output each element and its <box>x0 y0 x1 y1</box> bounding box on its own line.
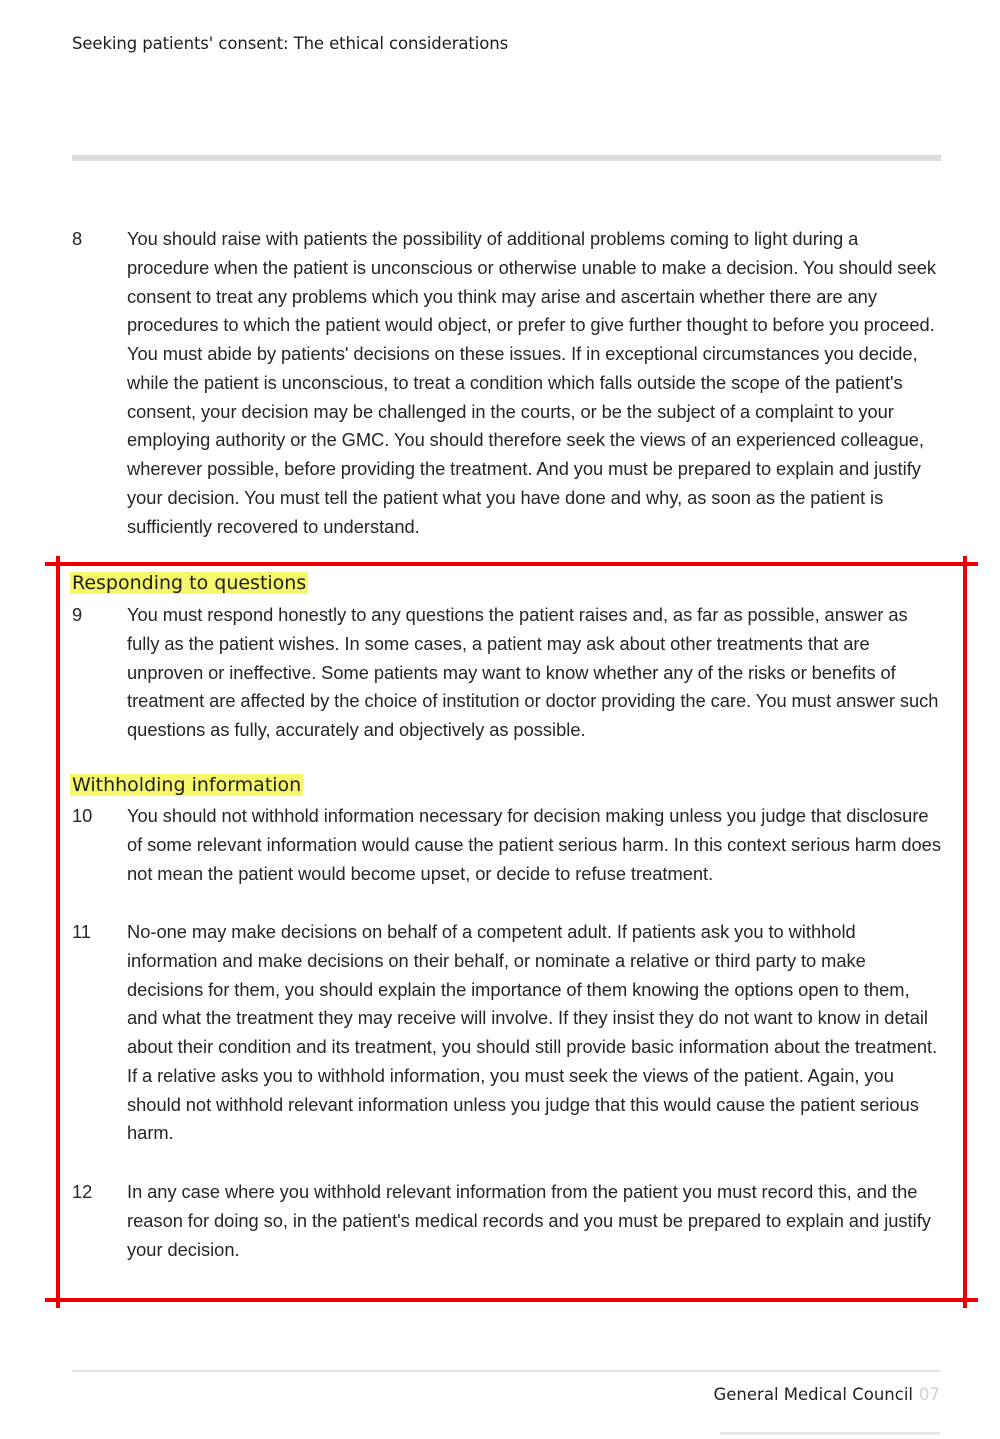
header-divider <box>72 155 941 161</box>
paragraph-number: 12 <box>72 1181 93 1202</box>
paragraph-number: 8 <box>72 228 83 249</box>
highlighted-heading-text: Withholding information <box>72 774 302 796</box>
paragraph-number: 10 <box>72 805 93 826</box>
annotation-box-top-edge <box>45 562 978 566</box>
paragraph-text: In any case where you withhold relevant information from the patient you must record this, and the reason for doing so, in the patient's medical records and you must be prepared to explain and justify your decision. <box>127 1181 931 1260</box>
annotation-box-bottom-edge <box>45 1298 978 1302</box>
paragraph-9 <box>72 601 942 745</box>
section-heading-withholding <box>70 772 303 798</box>
paragraph-text: You should not withhold information necessary for decision making unless you judge that disclosure of some relevant information would cause the patient serious harm. In this context serious harm does not mean the patient would become upset, or decide to refuse treatment. <box>127 805 941 884</box>
paragraph-text: You should raise with patients the possibility of additional problems coming to light during a procedure when the patient is unconscious or otherwise unable to make a decision. You should seek consent to treat any problems which you think may arise and ascertain whether there are any procedures to which the patient would object, or prefer to give further thought to before you proceed. You must abide by patients' decisions on these issues. If in exceptional circumstances you decide, while the patient is unconscious, to treat a condition which falls outside the scope of the patient's consent, your decision may be challenged in the courts, or be the subject of a complaint to your employing authority or the GMC. You should therefore seek the views of an experienced colleague, wherever possible, before providing the treatment. And you must be prepared to explain and justify your decision. You must tell the patient what you have done and why, as soon as the patient is sufficiently recovered to understand. <box>127 228 937 537</box>
paragraph-text: No-one may make decisions on behalf of a competent adult. If patients ask you to withhold information and make decisions on their behalf, or nominate a relative or third party to make decisions for them, you should explain the importance of them knowing the options open to them, and what the treatment they may receive will involve. If they insist they do not want to know in detail about their condition and its treatment, you should still provide basic information about the treatment. If a relative asks you to withhold information, you must seek the views of the patient. Again, you should not withhold relevant information unless you judge that this would cause the patient serious harm. <box>127 921 938 1144</box>
paragraph-8 <box>72 225 942 541</box>
page-number: 07 <box>919 1385 940 1404</box>
paragraph-12 <box>72 1178 942 1264</box>
scan-edge-shadow <box>720 1432 940 1435</box>
annotation-box-right-edge <box>963 556 967 1308</box>
paragraph-number: 11 <box>72 921 91 942</box>
running-header-title: Seeking patients' consent: The ethical considerations <box>72 34 509 53</box>
footer-divider <box>72 1370 940 1372</box>
publisher-name: General Medical Council <box>713 1385 913 1404</box>
highlighted-heading-text: Responding to questions <box>72 572 307 594</box>
paragraph-text: You must respond honestly to any questions the patient raises and, as far as possible, answer as fully as the patient wishes. In some cases, a patient may ask about other treatments that are unproven or ineffective. Some patients may want to know whether any of the risks or benefits of treatment are affected by the choice of institution or doctor providing the care. You must answer such questions as fully, accurately and objectively as possible. <box>127 604 939 740</box>
paragraph-10 <box>72 802 942 888</box>
annotation-box-left-edge <box>56 556 60 1308</box>
paragraph-11 <box>72 918 942 1148</box>
section-heading-responding <box>70 570 308 596</box>
page-footer <box>714 1385 941 1404</box>
paragraph-number: 9 <box>72 604 83 625</box>
